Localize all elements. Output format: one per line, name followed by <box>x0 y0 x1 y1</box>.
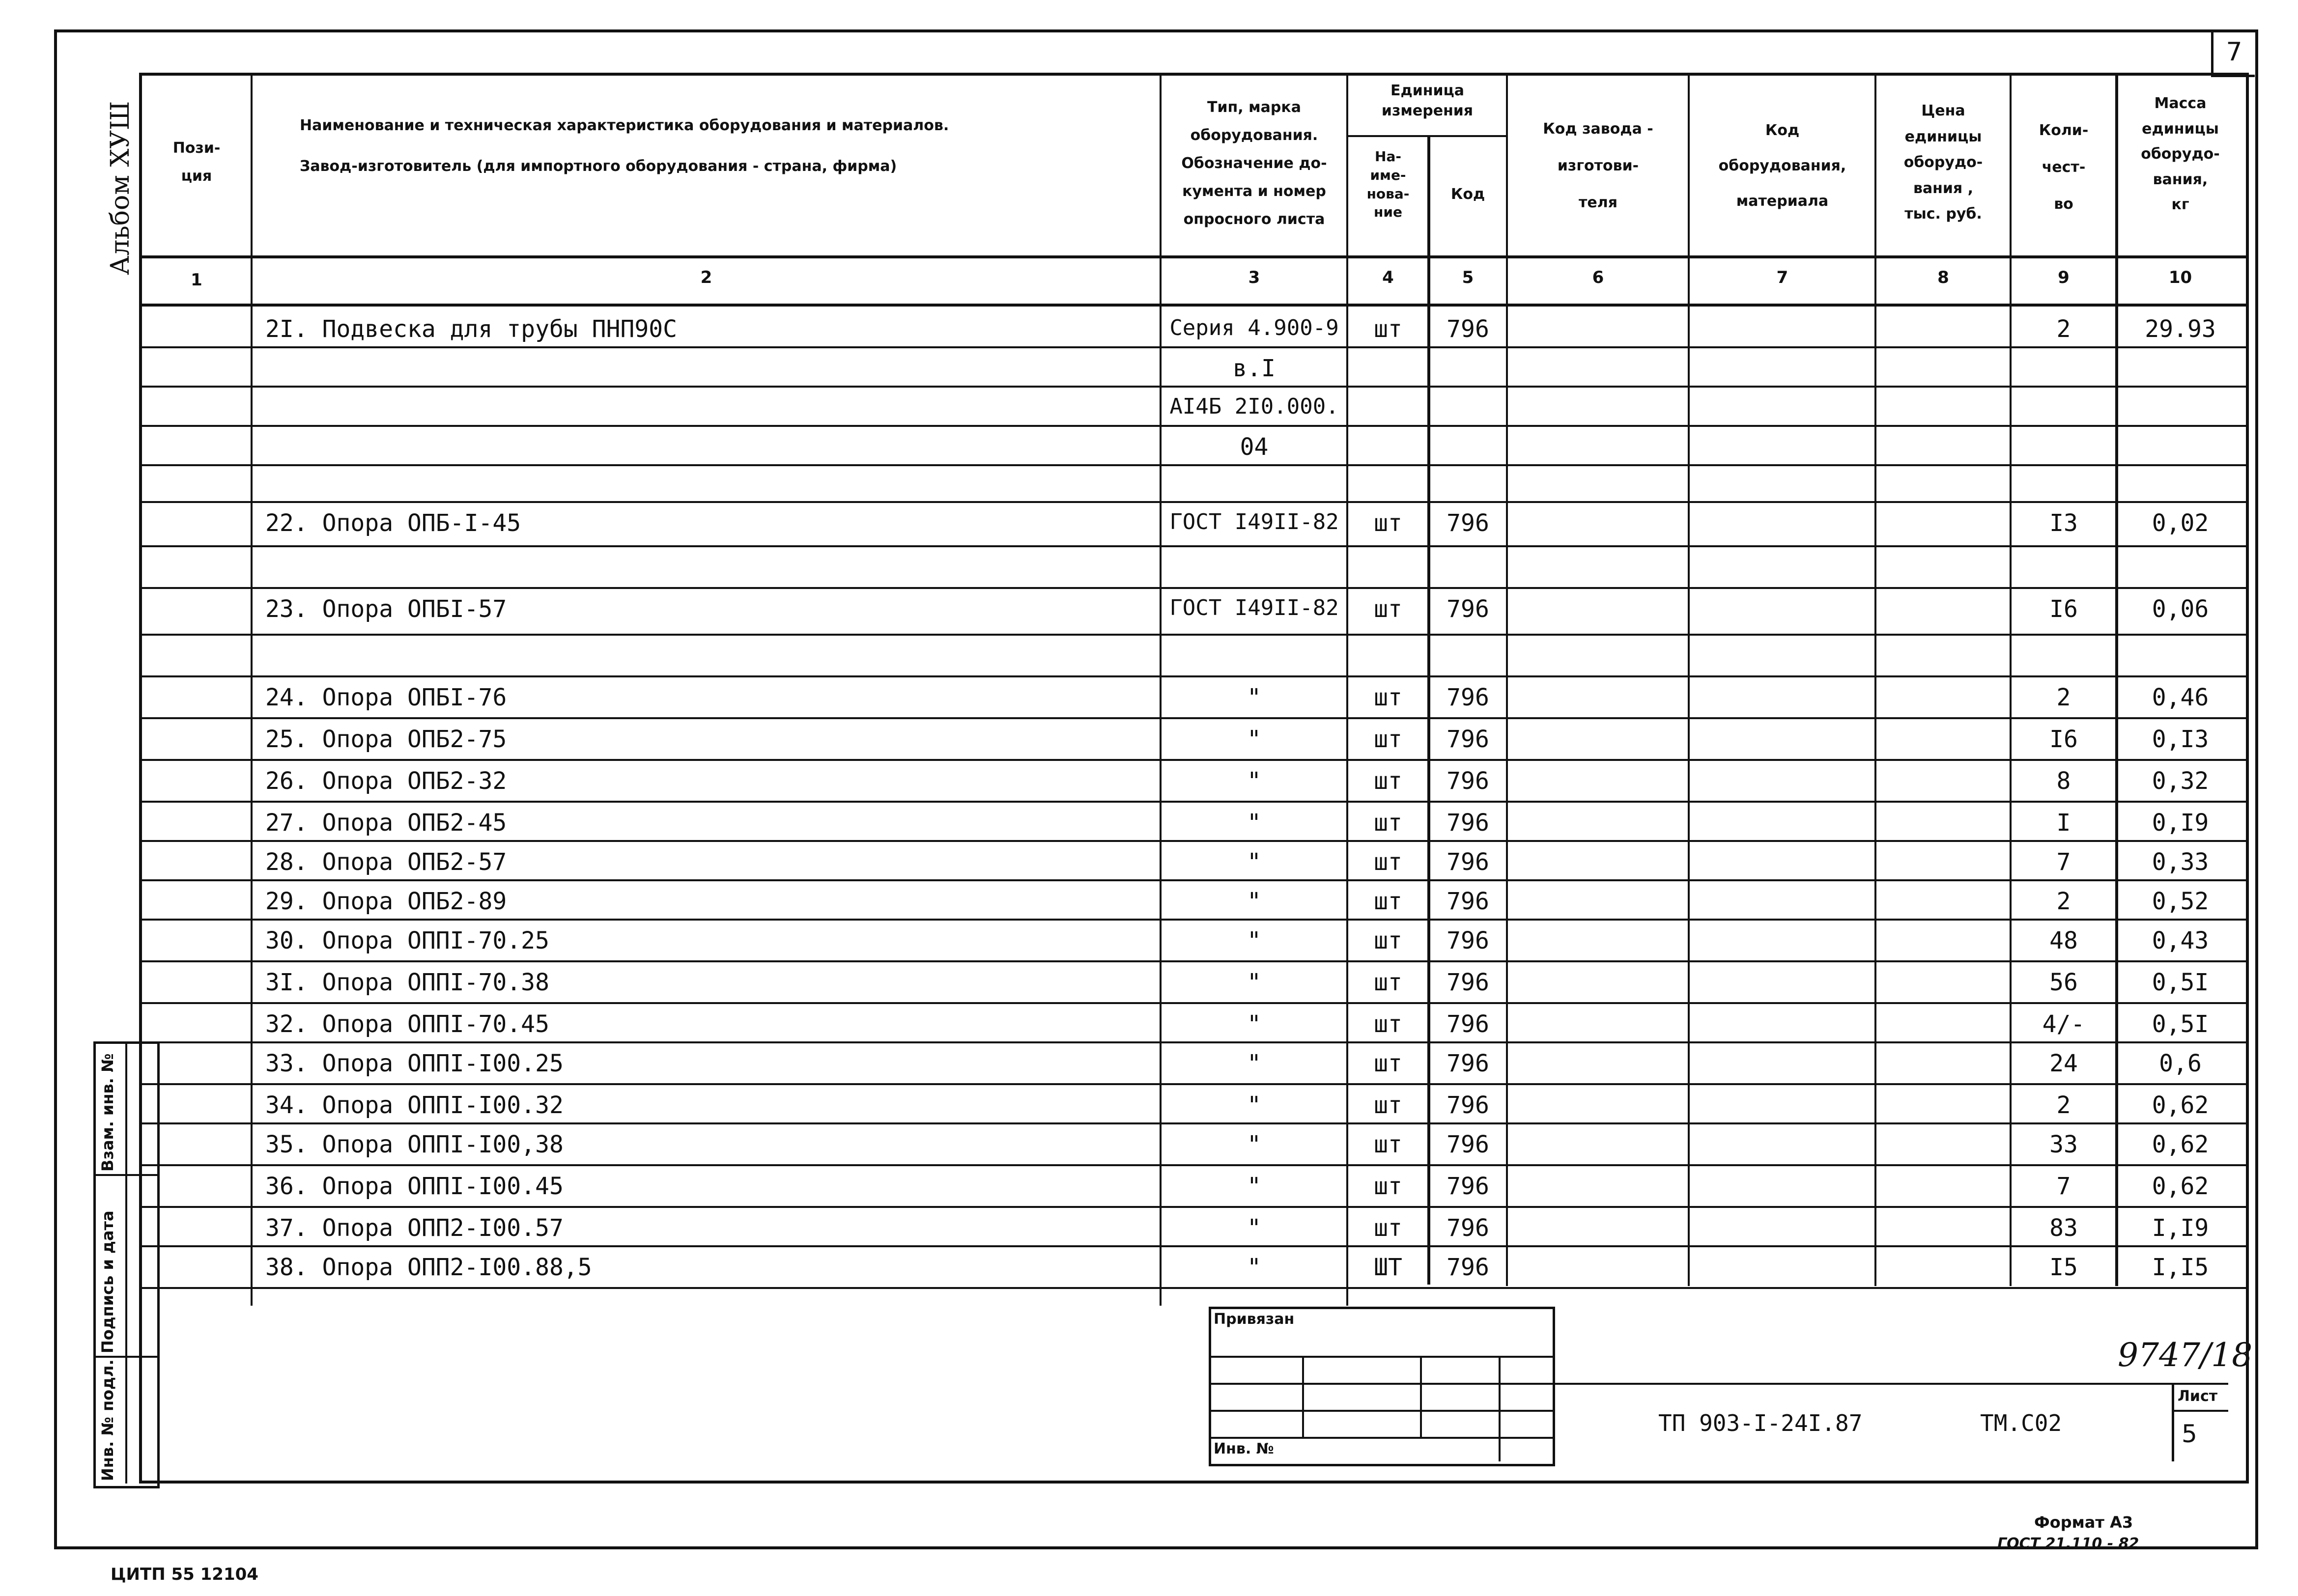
row-unit: ШТ <box>1374 1254 1402 1281</box>
col-line <box>251 73 253 1306</box>
format-label: Формат А3 <box>2034 1513 2133 1532</box>
row-name: 33. Опора ОППI-I00.25 <box>265 1050 564 1077</box>
sheet-number: 5 <box>2182 1420 2197 1448</box>
row-unit: шт <box>1374 1050 1402 1077</box>
header-price: Цена единицы оборудо- вания , тыс. руб. <box>1903 102 1983 223</box>
row-divider <box>139 1002 2246 1004</box>
header-equip-code: Код оборудования, материала <box>1718 122 1846 210</box>
row-qty: I6 <box>2049 595 2078 623</box>
row-name: 24. Опора ОПБI-76 <box>265 684 507 711</box>
page-number-box <box>2211 29 2255 77</box>
header-pos: Пози- ция <box>172 140 221 185</box>
row-unit: шт <box>1374 726 1402 753</box>
row-type: " <box>1247 969 1261 996</box>
row-code: 796 <box>1447 927 1489 954</box>
row-qty: 48 <box>2049 927 2078 954</box>
colnum-bottom <box>139 304 2246 307</box>
row-mass: 0,62 <box>2152 1092 2209 1119</box>
row-type: " <box>1247 1214 1261 1242</box>
row-divider <box>139 675 2246 677</box>
colnum-8: 8 <box>1937 268 1949 287</box>
row-type: АI4Б 2I0.000. <box>1169 394 1339 419</box>
row-code: 796 <box>1447 888 1489 915</box>
row-name: 27. Опора ОПБ2-45 <box>265 809 507 837</box>
row-code: 796 <box>1447 1010 1489 1038</box>
row-name: 28. Опора ОПБ2-57 <box>265 848 507 876</box>
row-type: " <box>1247 1092 1261 1119</box>
row-qty: 2 <box>2056 684 2071 711</box>
row-name: 38. Опора ОПП2-I00.88,5 <box>265 1254 592 1281</box>
row-type: ГОСТ I49II-82 <box>1169 509 1339 534</box>
row-code: 796 <box>1447 809 1489 837</box>
row-divider <box>139 1083 2246 1085</box>
colnum-1: 1 <box>191 270 202 290</box>
row-qty: I5 <box>2049 1254 2078 1281</box>
stamp-line <box>1209 1383 1553 1385</box>
row-name: 22. Опора ОПБ-I-45 <box>265 509 521 537</box>
stamp-line <box>1420 1356 1422 1437</box>
row-type: " <box>1247 809 1261 837</box>
row-name: 36. Опора ОППI-I00.45 <box>265 1173 564 1200</box>
side-vzam-inv: Взам. инв. № <box>98 1053 117 1172</box>
row-name: 3I. Опора ОППI-70.38 <box>265 969 549 996</box>
row-divider <box>139 717 2246 719</box>
row-code: 796 <box>1447 848 1489 876</box>
row-name: 29. Опора ОПБ2-89 <box>265 888 507 915</box>
bound-label: Привязан <box>1214 1311 1295 1328</box>
row-mass: 0,5I <box>2152 1010 2209 1038</box>
row-divider <box>139 879 2246 881</box>
row-type: 04 <box>1240 433 1269 461</box>
row-divider <box>139 1287 2246 1289</box>
row-divider <box>139 1206 2246 1208</box>
row-name: 23. Опора ОПБI-57 <box>265 595 507 623</box>
row-mass: 0,06 <box>2152 595 2209 623</box>
row-code: 796 <box>1447 509 1489 537</box>
row-qty: I6 <box>2049 726 2078 753</box>
print-code: ЦИТП 55 12104 <box>111 1565 258 1584</box>
row-qty: I <box>2056 809 2071 837</box>
row-qty: 7 <box>2056 848 2071 876</box>
inv-no-label: Инв. № <box>1214 1440 1274 1457</box>
col-line <box>2010 73 2012 1286</box>
row-unit: шт <box>1374 1010 1402 1038</box>
row-type: " <box>1247 1050 1261 1077</box>
row-code: 796 <box>1447 1173 1489 1200</box>
side-sign-date: Подпись и дата <box>98 1210 117 1353</box>
sheet-label: Лист <box>2178 1388 2218 1405</box>
header-name-line1: Наименование и техническая характеристика оборудования и материалов. <box>300 117 949 134</box>
row-qty: 56 <box>2049 969 2078 996</box>
row-mass: 0,5I <box>2152 969 2209 996</box>
row-unit: шт <box>1374 1214 1402 1242</box>
row-type: " <box>1247 1131 1261 1158</box>
row-type: " <box>1247 888 1261 915</box>
sheet-line <box>2172 1410 2228 1412</box>
title-line <box>1550 1383 2228 1385</box>
row-qty: 33 <box>2049 1131 2078 1158</box>
row-type: " <box>1247 927 1261 954</box>
row-unit: шт <box>1374 888 1402 915</box>
row-mass: I,I5 <box>2152 1254 2209 1281</box>
row-divider <box>139 1245 2246 1247</box>
row-unit: шт <box>1374 1173 1402 1200</box>
row-unit: шт <box>1374 1092 1402 1119</box>
row-type: в.I <box>1233 355 1276 382</box>
row-code: 796 <box>1447 1131 1489 1158</box>
col-line <box>1688 73 1690 1286</box>
album-label: Альбом ХУШ <box>106 101 135 275</box>
header-type: Тип, марка оборудования. Обозначение до- кумента и номер опросного листа <box>1181 99 1327 228</box>
row-code: 796 <box>1447 1214 1489 1242</box>
row-mass: 0,32 <box>2152 767 2209 795</box>
row-mass: 0,I3 <box>2152 726 2209 753</box>
row-divider <box>139 840 2246 842</box>
row-type: " <box>1247 1010 1261 1038</box>
doc-code: ТП 903-I-24I.87 <box>1658 1410 1863 1436</box>
row-code: 796 <box>1447 684 1489 711</box>
side-divider <box>125 1041 127 1484</box>
row-mass: 0,43 <box>2152 927 2209 954</box>
row-code: 796 <box>1447 767 1489 795</box>
row-mass: 29.93 <box>2145 315 2216 343</box>
handwritten-number: 9747/18 <box>2118 1336 2253 1374</box>
row-qty: 24 <box>2049 1050 2078 1077</box>
row-divider <box>139 464 2246 466</box>
colnum-6: 6 <box>1592 268 1604 287</box>
row-code: 796 <box>1447 315 1489 343</box>
row-name: 32. Опора ОППI-70.45 <box>265 1010 549 1038</box>
row-name: 2I. Подвеска для трубы ПНП90С <box>265 315 678 343</box>
row-mass: 0,02 <box>2152 509 2209 537</box>
colnum-3: 3 <box>1248 268 1260 287</box>
col-line <box>1506 73 1508 1286</box>
row-qty: 7 <box>2056 1173 2071 1200</box>
row-mass: 0,62 <box>2152 1131 2209 1158</box>
header-unit: Единица измерения <box>1381 82 1474 119</box>
header-name-line2: Завод-изготовитель (для импортного оборудования - страна, фирма) <box>300 158 897 175</box>
row-type: " <box>1247 1254 1261 1281</box>
page-number: 7 <box>2226 37 2242 67</box>
header-qty: Коли- чест- во <box>2039 122 2089 213</box>
row-divider <box>139 346 2246 348</box>
row-type: " <box>1247 1173 1261 1200</box>
row-qty: 4/- <box>2042 1010 2085 1038</box>
row-divider <box>139 801 2246 803</box>
row-unit: шт <box>1374 927 1402 954</box>
row-divider <box>139 1041 2246 1043</box>
header-mass: Масса единицы оборудо- вания, кг <box>2141 95 2220 214</box>
header-bottom <box>139 255 2246 258</box>
row-type: " <box>1247 767 1261 795</box>
row-mass: 0,62 <box>2152 1173 2209 1200</box>
row-qty: 2 <box>2056 888 2071 915</box>
row-unit: шт <box>1374 315 1402 343</box>
row-divider <box>139 501 2246 503</box>
colnum-4: 4 <box>1382 268 1394 287</box>
colnum-9: 9 <box>2058 268 2070 287</box>
row-qty: 8 <box>2056 767 2071 795</box>
row-unit: шт <box>1374 767 1402 795</box>
row-code: 796 <box>1447 969 1489 996</box>
row-divider <box>139 425 2246 427</box>
row-type: " <box>1247 726 1261 753</box>
header-unit-name: На- име- нова- ние <box>1366 148 1410 221</box>
header-name <box>300 117 1135 175</box>
row-divider <box>139 634 2246 636</box>
gost-format: ГОСТ 21.110 - 82 <box>1997 1535 2139 1552</box>
row-mass: 0,46 <box>2152 684 2209 711</box>
row-mass: I,I9 <box>2152 1214 2209 1242</box>
stamp-line <box>1209 1410 1553 1412</box>
row-unit: шт <box>1374 595 1402 623</box>
row-divider <box>139 919 2246 921</box>
unit-split <box>1346 135 1506 137</box>
row-type: Серия 4.900-9 <box>1169 315 1339 340</box>
row-qty: 2 <box>2056 315 2071 343</box>
row-divider <box>139 1164 2246 1166</box>
row-name: 30. Опора ОППI-70.25 <box>265 927 549 954</box>
row-qty: I3 <box>2049 509 2078 537</box>
row-type: " <box>1247 848 1261 876</box>
row-divider <box>139 386 2246 388</box>
colnum-7: 7 <box>1776 268 1788 287</box>
row-qty: 2 <box>2056 1092 2071 1119</box>
row-name: 34. Опора ОППI-I00.32 <box>265 1092 564 1119</box>
stamp-line <box>1302 1356 1304 1437</box>
row-code: 796 <box>1447 1092 1489 1119</box>
row-name: 26. Опора ОПБ2-32 <box>265 767 507 795</box>
header-unit-code: Код <box>1450 185 1485 203</box>
row-name: 37. Опора ОПП2-I00.57 <box>265 1214 564 1242</box>
row-unit: шт <box>1374 969 1402 996</box>
row-code: 796 <box>1447 1050 1489 1077</box>
row-code: 796 <box>1447 1254 1489 1281</box>
header-plant-code: Код завода - изготови- теля <box>1543 120 1653 211</box>
doc-mark: ТМ.С02 <box>1980 1410 2062 1436</box>
row-code: 796 <box>1447 726 1489 753</box>
row-unit: шт <box>1374 848 1402 876</box>
row-divider <box>139 759 2246 761</box>
row-name: 35. Опора ОППI-I00,38 <box>265 1131 564 1158</box>
side-inv-podl: Инв. № подл. <box>98 1359 117 1481</box>
row-mass: 0,6 <box>2159 1050 2202 1077</box>
colnum-2: 2 <box>700 268 712 287</box>
row-divider <box>139 587 2246 589</box>
stamp-line <box>1209 1437 1553 1439</box>
colnum-10: 10 <box>2168 268 2192 287</box>
row-mass: 0,33 <box>2152 848 2209 876</box>
stamp-line <box>1499 1356 1501 1461</box>
row-unit: шт <box>1374 684 1402 711</box>
row-unit: шт <box>1374 809 1402 837</box>
colnum-5: 5 <box>1462 268 1474 287</box>
row-divider <box>139 1122 2246 1124</box>
stamp-line <box>1209 1356 1553 1358</box>
row-type: " <box>1247 684 1261 711</box>
row-mass: 0,I9 <box>2152 809 2209 837</box>
row-divider <box>139 545 2246 547</box>
row-qty: 83 <box>2049 1214 2078 1242</box>
row-type: ГОСТ I49II-82 <box>1169 595 1339 620</box>
row-divider <box>139 960 2246 962</box>
row-mass: 0,52 <box>2152 888 2209 915</box>
row-unit: шт <box>1374 509 1402 537</box>
row-code: 796 <box>1447 595 1489 623</box>
col-line <box>1874 73 1876 1286</box>
row-unit: шт <box>1374 1131 1402 1158</box>
row-name: 25. Опора ОПБ2-75 <box>265 726 507 753</box>
